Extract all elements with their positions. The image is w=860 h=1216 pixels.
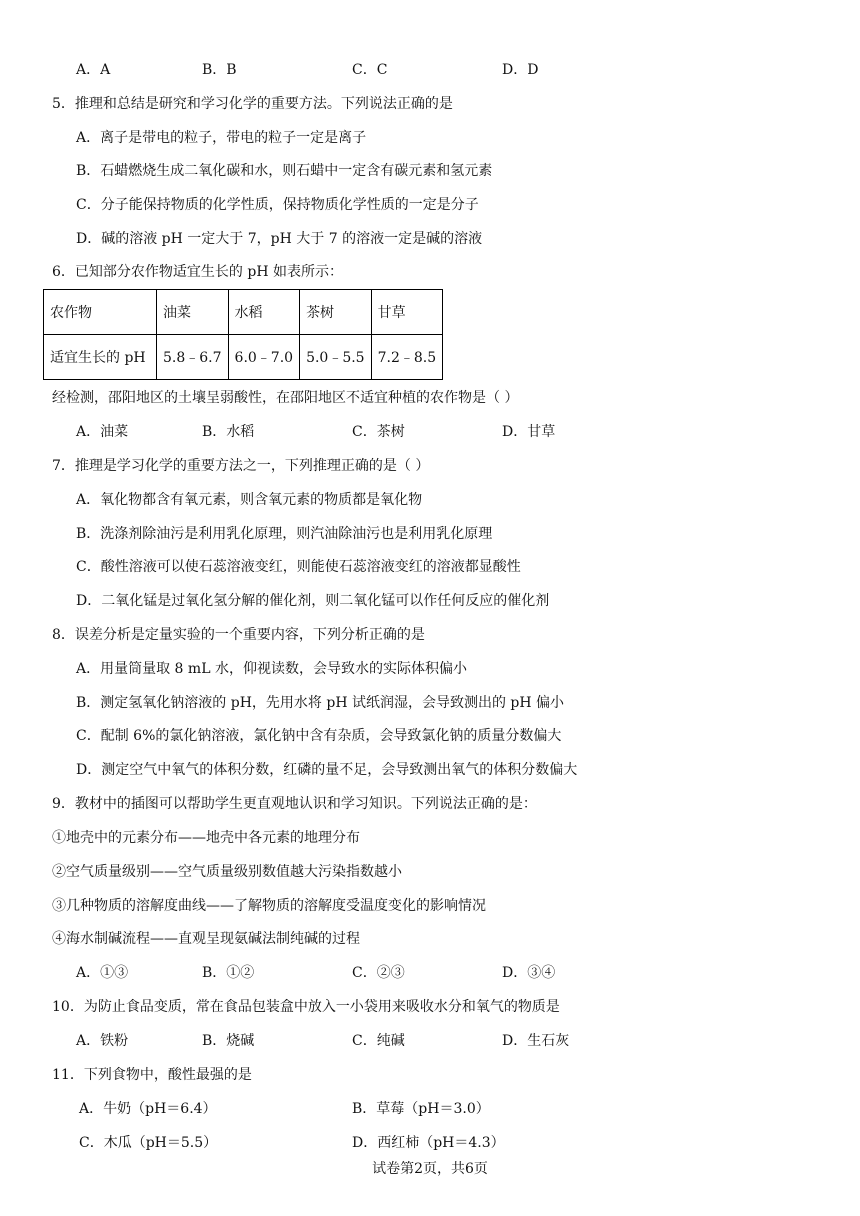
q5-option-b: B．石蜡燃烧生成二氧化碳和水，则石蜡中一定含有碳元素和氢元素 <box>76 163 493 179</box>
q4-option-a: A．A <box>76 62 111 78</box>
table-row <box>44 290 443 335</box>
q9-item-1: ①地壳中的元素分布——地壳中各元素的地理分布 <box>52 830 360 846</box>
q9-option-d: D．③④ <box>502 965 556 981</box>
q11-options-row-1 <box>0 1099 860 1119</box>
q11-option-a: A．牛奶（pH＝6.4） <box>79 1101 217 1117</box>
q4-option-c: C．C <box>352 62 388 78</box>
table-cell: 7.2﹣8.5 <box>371 335 443 380</box>
table-cell: 甘草 <box>371 290 443 335</box>
q9-options <box>0 963 860 983</box>
q8-option-c: C．配制 6%的氯化钠溶液，氯化钠中含有杂质，会导致氯化钠的质量分数偏大 <box>76 728 562 744</box>
q10-option-c: C．纯碱 <box>352 1033 405 1049</box>
q11-stem: 11．下列食物中，酸性最强的是 <box>52 1067 252 1083</box>
q9-option-c: C．②③ <box>352 965 405 981</box>
q6-option-d: D．甘草 <box>502 424 556 440</box>
table-cell: 适宜生长的 pH <box>44 335 157 380</box>
q4-option-b: B．B <box>202 62 237 78</box>
q6-option-b: B．水稻 <box>202 424 255 440</box>
q7-option-a: A．氧化物都含有氧元素，则含氧元素的物质都是氧化物 <box>76 492 423 508</box>
table-cell: 6.0﹣7.0 <box>228 335 300 380</box>
q10-options <box>0 1031 860 1051</box>
q5-option-c: C．分子能保持物质的化学性质，保持物质化学性质的一定是分子 <box>76 197 479 213</box>
q9-option-b: B．①② <box>202 965 255 981</box>
table-cell: 水稻 <box>228 290 300 335</box>
q5-option-a: A．离子是带电的粒子，带电的粒子一定是离子 <box>76 130 367 146</box>
q7-option-b: B．洗涤剂除油污是利用乳化原理，则汽油除油污也是利用乳化原理 <box>76 526 493 542</box>
q6-option-c: C．茶树 <box>352 424 405 440</box>
q6-stem: 6．已知部分农作物适宜生长的 pH 如表所示： <box>52 264 343 280</box>
q10-stem: 10．为防止食品变质，常在食品包装盒中放入一小袋用来吸收水分和氧气的物质是 <box>52 999 560 1015</box>
table-cell: 农作物 <box>44 290 157 335</box>
ph-table <box>43 289 443 380</box>
table-cell: 5.0﹣5.5 <box>300 335 372 380</box>
q11-option-d: D．西红柿（pH＝4.3） <box>352 1135 505 1151</box>
q10-option-d: D．生石灰 <box>502 1033 570 1049</box>
q5-option-d: D．碱的溶液 pH 一定大于 7，pH 大于 7 的溶液一定是碱的溶液 <box>76 231 483 247</box>
q8-option-d: D．测定空气中氧气的体积分数，红磷的量不足，会导致测出氧气的体积分数偏大 <box>76 762 578 778</box>
q9-item-3: ③几种物质的溶解度曲线——了解物质的溶解度受温度变化的影响情况 <box>52 898 486 914</box>
q11-options-row-2 <box>0 1133 860 1153</box>
q8-stem: 8．误差分析是定量实验的一个重要内容，下列分析正确的是 <box>52 627 425 643</box>
q6-options <box>0 422 860 442</box>
page-footer: 试卷第2页，共6页 <box>372 1161 488 1177</box>
q8-option-a: A．用量筒量取 8 mL 水，仰视读数，会导致水的实际体积偏小 <box>76 661 467 677</box>
table-cell: 5.8﹣6.7 <box>157 335 229 380</box>
q9-item-4: ④海水制碱流程——直观呈现氨碱法制纯碱的过程 <box>52 931 360 947</box>
q9-item-2: ②空气质量级别——空气质量级别数值越大污染指数越小 <box>52 864 402 880</box>
q6-option-a: A．油菜 <box>76 424 129 440</box>
q6-question: 经检测，邵阳地区的土壤呈弱酸性，在邵阳地区不适宜种植的农作物是（ ） <box>52 390 519 406</box>
q4-options <box>0 60 860 80</box>
q7-stem: 7．推理是学习化学的重要方法之一，下列推理正确的是（ ） <box>52 458 430 474</box>
q7-option-d: D．二氧化锰是过氧化氢分解的催化剂，则二氧化锰可以作任何反应的催化剂 <box>76 593 550 609</box>
q7-option-c: C．酸性溶液可以使石蕊溶液变红，则能使石蕊溶液变红的溶液都显酸性 <box>76 559 521 575</box>
table-cell: 油菜 <box>157 290 229 335</box>
table-cell: 茶树 <box>300 290 372 335</box>
q11-option-b: B．草莓（pH＝3.0） <box>352 1101 490 1117</box>
table-row <box>44 335 443 380</box>
q9-stem: 9．教材中的插图可以帮助学生更直观地认识和学习知识。下列说法正确的是： <box>52 796 537 812</box>
q4-option-d: D．D <box>502 62 539 78</box>
q8-option-b: B．测定氢氧化钠溶液的 pH，先用水将 pH 试纸润湿，会导致测出的 pH 偏小 <box>76 695 565 711</box>
q10-option-b: B．烧碱 <box>202 1033 255 1049</box>
q9-option-a: A．①③ <box>76 965 129 981</box>
q10-option-a: A．铁粉 <box>76 1033 129 1049</box>
q5-stem: 5．推理和总结是研究和学习化学的重要方法。下列说法正确的是 <box>52 96 453 112</box>
q11-option-c: C．木瓜（pH＝5.5） <box>79 1135 218 1151</box>
